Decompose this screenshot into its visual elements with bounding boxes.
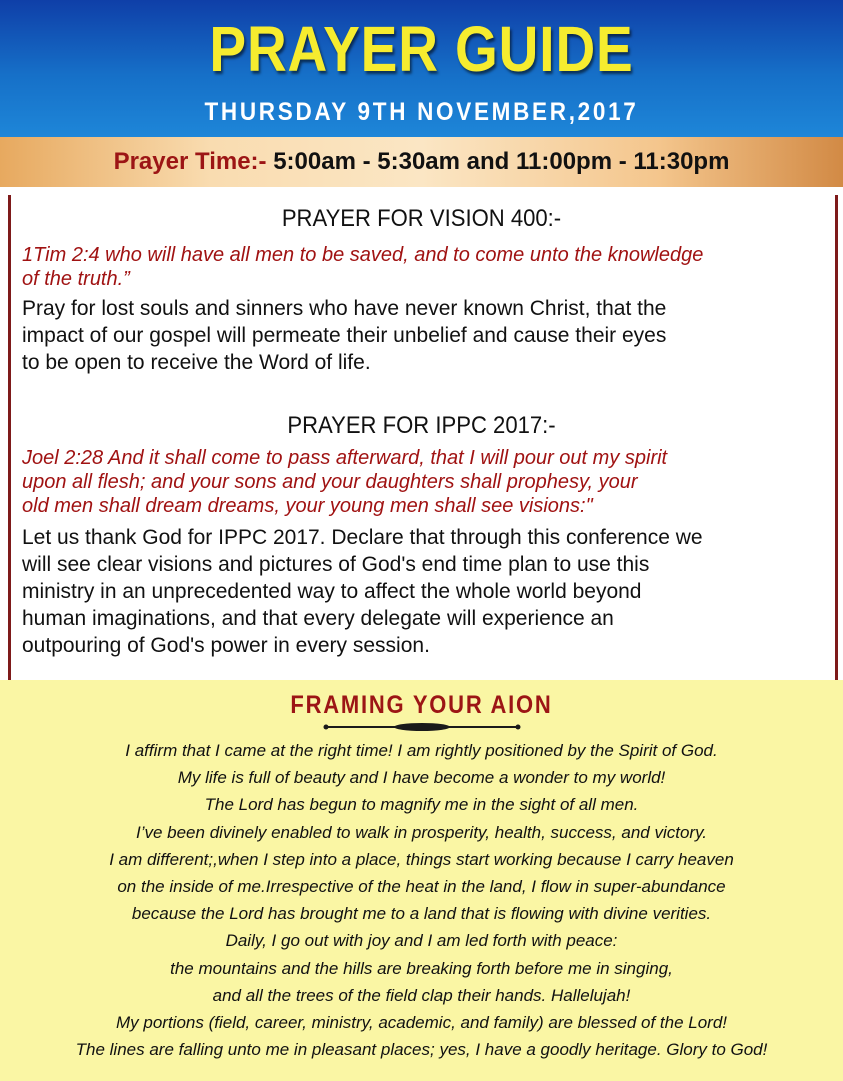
confession-line: My portions (field, career, ministry, academic, and family) are blessed of the Lord! [116, 1013, 727, 1033]
confession-line: The Lord has begun to magnify me in the sight of all men. [204, 795, 639, 815]
verse-line: Joel 2:28 And it shall come to pass afterward, that I will pour out my spirit [22, 447, 668, 469]
confession-line: on the inside of me.Irrespective of the heat in the land, I flow in super-abundance [117, 877, 726, 897]
verse-line: upon all flesh; and your sons and your daughters shall prophesy, your [22, 471, 638, 493]
confession-line: Daily, I go out with joy and I am led forth with peace: [225, 931, 618, 951]
confession-line: The lines are falling unto me in pleasant places; yes, I have a goodly heritage. Glory to God! [75, 1040, 768, 1060]
right-border-rule [835, 195, 838, 680]
ippc-heading: PRAYER FOR IPPC 2017:- [287, 412, 556, 439]
vision-heading: PRAYER FOR VISION 400:- [281, 205, 562, 232]
confession-line: My life is full of beauty and I have become a wonder to my world! [177, 768, 666, 788]
ippc-prayer-text [22, 524, 834, 659]
body-line: ministry in an unprecedented way to affect the whole world beyond [22, 580, 642, 603]
confession-line: I affirm that I came at the right time! I am rightly positioned by the Spirit of God. [125, 741, 718, 760]
confession-line: I’ve been divinely enabled to walk in prosperity, health, success, and victory. [135, 822, 708, 842]
confession-line: the mountains and the hills are breaking forth before me in singing, [170, 958, 673, 978]
confession-line: I am different;,when I step into a place, things start working because I carry heaven [109, 849, 734, 869]
page-title: PRAYER GUIDE [209, 13, 634, 85]
date-line: THURSDAY 9TH NOVEMBER,2017 [204, 98, 639, 126]
verse-line: old men shall dream dreams, your young men shall see visions:" [22, 495, 593, 517]
body-line: will see clear visions and pictures of God's end time plan to use this [22, 553, 650, 576]
prayer-time-value: 5:00am - 5:30am and 11:00pm - 11:30pm [273, 148, 730, 175]
body-line: Let us thank God for IPPC 2017. Declare that through this conference we [22, 526, 703, 549]
header-banner [0, 0, 843, 137]
ippc-verse [22, 446, 822, 518]
confession-text [0, 737, 843, 1063]
vision-verse [22, 243, 822, 291]
vision-prayer-text [22, 295, 834, 376]
ornament-divider-icon [322, 720, 522, 734]
prayer-time-label: Prayer Time:- [113, 148, 267, 175]
body-line: human imaginations, and that every delegate will experience an [22, 607, 614, 630]
body-line: impact of our gospel will permeate their unbelief and cause their eyes [22, 324, 667, 347]
prayer-time-bar [0, 137, 843, 187]
left-border-rule [8, 195, 11, 680]
confession-line: because the Lord has brought me to a land that is flowing with divine verities. [131, 904, 712, 924]
verse-line: 1Tim 2:4 who will have all men to be saved, and to come unto the knowledge [22, 244, 704, 266]
body-line: outpouring of God's power in every session. [22, 634, 430, 657]
body-line: Pray for lost souls and sinners who have never known Christ, that the [22, 297, 667, 320]
verse-line: of the truth.” [22, 268, 130, 290]
confession-title: FRAMING YOUR AION [290, 691, 553, 719]
confession-line: and all the trees of the field clap their hands. Hallelujah! [212, 985, 631, 1005]
body-line: to be open to receive the Word of life. [22, 351, 371, 374]
